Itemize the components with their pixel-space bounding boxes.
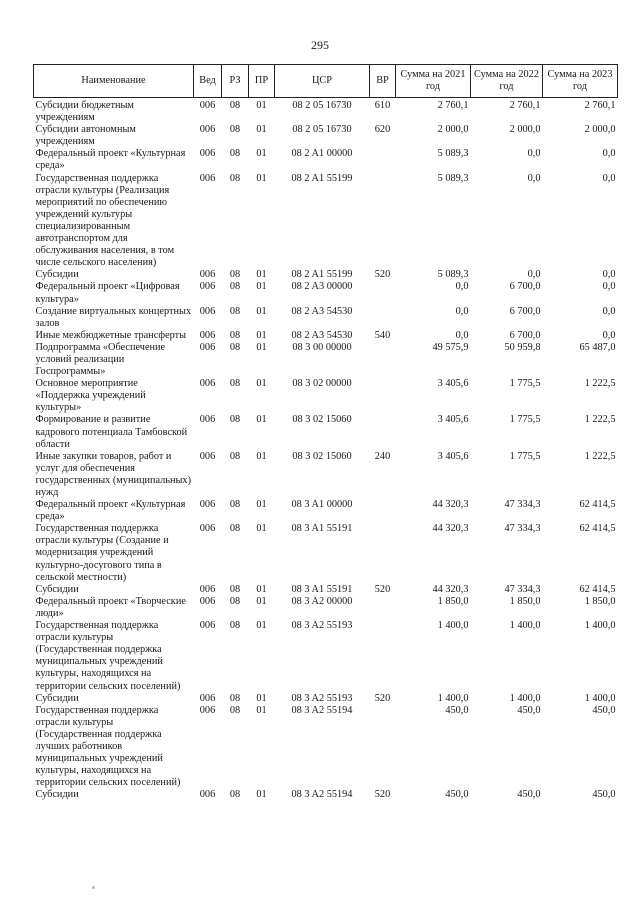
- cell-pr: 01: [256, 595, 267, 607]
- cell-pr: 01: [256, 450, 267, 462]
- cell-sum-2022: 450,0: [517, 789, 541, 801]
- cell-sum-2022: 2 000,0: [509, 124, 541, 136]
- cell-csr: 08 2 A3 00000: [291, 281, 353, 293]
- cell-csr: 08 3 A2 00000: [291, 595, 353, 607]
- cell-vr: [370, 173, 396, 270]
- cell-sum-2022: 0,0: [527, 172, 541, 184]
- cell-pr: 01: [256, 378, 267, 390]
- cell-csr: 08 2 05 16730: [292, 100, 352, 111]
- cell-sum-2022: 1 400,0: [509, 692, 541, 704]
- cell-sum-2022: 47 334,3: [504, 523, 541, 535]
- cell-rz: 08: [229, 620, 241, 632]
- cell-name: Федеральный проект «Творческие люди»: [35, 595, 186, 619]
- cell-pr: 01: [256, 341, 267, 353]
- cell-name: Иные межбюджетные трансферты: [35, 329, 187, 341]
- cell-rz: 08: [229, 692, 241, 704]
- table-row: [34, 414, 618, 450]
- cell-csr: 08 2 A1 55199: [291, 269, 353, 281]
- cell-ved: 006: [199, 450, 216, 462]
- table-row: [34, 281, 618, 305]
- cell-pr: 01: [256, 269, 267, 281]
- header-name: Наименование: [34, 65, 194, 98]
- cell-pr: 01: [256, 692, 267, 704]
- cell-rz: 08: [229, 595, 241, 607]
- cell-sum-2021: 1 400,0: [437, 620, 469, 632]
- cell-sum-2023: 1 400,0: [584, 620, 616, 632]
- cell-sum-2023: 0,0: [602, 281, 616, 293]
- table-row: [34, 620, 618, 693]
- header-ved: Вед: [194, 65, 222, 98]
- cell-ved: 006: [199, 172, 216, 184]
- cell-name: Субсидии: [35, 692, 79, 704]
- cell-sum-2022: 1 775,5: [509, 378, 541, 390]
- cell-sum-2022: 1 850,0: [509, 595, 541, 607]
- cell-sum-2021: 2 000,0: [437, 124, 469, 136]
- cell-ved: 006: [199, 692, 216, 704]
- cell-sum-2023: 0,0: [602, 172, 616, 184]
- table-row: [34, 705, 618, 790]
- cell-csr: 08 3 A2 55193: [291, 692, 353, 704]
- cell-vr: 520: [374, 692, 391, 704]
- cell-pr: 01: [256, 100, 267, 111]
- cell-pr: 01: [256, 620, 267, 632]
- scan-dot: [92, 886, 95, 889]
- cell-csr: 08 2 A1 00000: [291, 148, 353, 160]
- cell-sum-2023: 450,0: [592, 704, 616, 716]
- cell-name: Федеральный проект «Культурная среда»: [35, 499, 186, 523]
- cell-pr: 01: [256, 124, 267, 136]
- cell-pr: 01: [256, 583, 267, 595]
- cell-name: Федеральный проект «Цифровая культура»: [35, 281, 180, 305]
- cell-ved: 006: [199, 281, 216, 293]
- cell-sum-2021: 44 320,3: [432, 583, 469, 595]
- cell-pr: 01: [256, 704, 267, 716]
- cell-csr: 08 3 00 00000: [292, 341, 352, 353]
- cell-name: Федеральный проект «Культурная среда»: [35, 148, 186, 172]
- cell-sum-2021: 3 405,6: [437, 414, 469, 426]
- cell-vr: [370, 596, 396, 620]
- cell-vr: [370, 342, 396, 378]
- cell-sum-2021: 0,0: [455, 281, 469, 293]
- cell-ved: 006: [199, 100, 216, 111]
- cell-pr: 01: [256, 148, 267, 160]
- cell-vr: [370, 281, 396, 305]
- cell-pr: 01: [256, 414, 267, 426]
- cell-sum-2022: 6 700,0: [509, 329, 541, 341]
- cell-name: Основное мероприятие «Поддержка учреждений культуры»: [35, 378, 146, 414]
- cell-name: Государственная поддержка отрасли культуры (Создание и модернизация учреждений культурно-досугового типа в сельской местности): [35, 523, 169, 583]
- cell-csr: 08 3 A2 55194: [291, 704, 353, 716]
- cell-sum-2021: 5 089,3: [437, 148, 469, 160]
- cell-vr: [370, 620, 396, 693]
- table-row: [34, 789, 618, 801]
- cell-pr: 01: [256, 329, 267, 341]
- cell-vr: [370, 499, 396, 523]
- cell-name: Государственная поддержка отрасли культуры (Реализация мероприятий по обеспечению учреждений культуры специализированным автотранспортом для обслуживания населения, в том числе сельского населения): [35, 172, 175, 269]
- cell-ved: 006: [199, 329, 216, 341]
- cell-rz: 08: [229, 341, 241, 353]
- table-row: [34, 378, 618, 414]
- cell-ved: 006: [199, 124, 216, 136]
- cell-vr: 240: [374, 450, 391, 462]
- cell-csr: 08 3 A1 55191: [291, 523, 353, 535]
- cell-pr: 01: [256, 499, 267, 511]
- cell-ved: 006: [199, 378, 216, 390]
- cell-name: Создание виртуальных концертных залов: [35, 305, 192, 329]
- cell-sum-2023: 1 222,5: [584, 450, 616, 462]
- table-row: [34, 596, 618, 620]
- cell-rz: 08: [229, 523, 241, 535]
- cell-ved: 006: [199, 148, 216, 160]
- cell-sum-2021: 49 575,9: [432, 341, 469, 353]
- cell-sum-2022: 47 334,3: [504, 583, 541, 595]
- cell-sum-2021: 1 850,0: [437, 595, 469, 607]
- cell-ved: 006: [199, 789, 216, 801]
- cell-vr: 620: [374, 124, 391, 136]
- cell-rz: 08: [229, 583, 241, 595]
- cell-sum-2021: 0,0: [455, 305, 469, 317]
- cell-vr: [370, 414, 396, 450]
- table-row: [34, 693, 618, 705]
- cell-rz: 08: [229, 172, 241, 184]
- cell-ved: 006: [199, 704, 216, 716]
- cell-sum-2023: 1 850,0: [584, 595, 616, 607]
- header-sum-2022: Сумма на 2022 год: [471, 65, 543, 98]
- cell-rz: 08: [229, 269, 241, 281]
- cell-name: Государственная поддержка отрасли культуры (Государственная поддержка муниципальных учреждений культуры, находящихся на территории сельских поселений): [35, 620, 181, 692]
- cell-sum-2022: 1 775,5: [509, 414, 541, 426]
- cell-csr: 08 2 A3 54530: [291, 305, 353, 317]
- cell-rz: 08: [229, 329, 241, 341]
- cell-csr: 08 2 A3 54530: [291, 329, 353, 341]
- cell-sum-2023: 1 222,5: [584, 414, 616, 426]
- table-row: [34, 330, 618, 342]
- cell-vr: 540: [374, 329, 391, 341]
- cell-vr: [370, 148, 396, 172]
- cell-rz: 08: [229, 378, 241, 390]
- cell-rz: 08: [229, 704, 241, 716]
- table-row: [34, 98, 618, 125]
- cell-sum-2023: 2 000,0: [584, 124, 616, 136]
- cell-csr: 08 3 A1 55191: [291, 583, 353, 595]
- table-row: [34, 499, 618, 523]
- cell-name: Государственная поддержка отрасли культуры (Государственная поддержка лучших работников муниципальных учреждений культуры, находящихся на территории сельских поселений): [35, 704, 181, 789]
- table-row: [34, 148, 618, 172]
- cell-sum-2021: 44 320,3: [432, 523, 469, 535]
- cell-vr: [370, 523, 396, 583]
- header-pr: ПР: [249, 65, 275, 98]
- cell-sum-2021: 450,0: [445, 789, 469, 801]
- cell-sum-2023: 2 760,1: [584, 100, 616, 111]
- cell-name: Формирование и развитие кадрового потенциала Тамбовской области: [35, 414, 188, 450]
- cell-sum-2021: 450,0: [445, 704, 469, 716]
- cell-sum-2023: 450,0: [592, 789, 616, 801]
- cell-ved: 006: [199, 269, 216, 281]
- cell-sum-2023: 62 414,5: [579, 499, 616, 511]
- cell-sum-2022: 47 334,3: [504, 499, 541, 511]
- cell-sum-2023: 0,0: [602, 269, 616, 281]
- cell-name: Субсидии: [35, 583, 79, 595]
- cell-sum-2021: 3 405,6: [437, 450, 469, 462]
- cell-rz: 08: [229, 281, 241, 293]
- cell-pr: 01: [256, 172, 267, 184]
- cell-name: Субсидии: [35, 269, 79, 281]
- cell-ved: 006: [199, 523, 216, 535]
- cell-ved: 006: [199, 583, 216, 595]
- cell-vr: [370, 378, 396, 414]
- table-row: [34, 342, 618, 378]
- budget-table: [33, 64, 618, 801]
- header-rz: РЗ: [222, 65, 249, 98]
- cell-sum-2023: 0,0: [602, 329, 616, 341]
- cell-csr: 08 3 A2 55194: [291, 789, 353, 801]
- table-row: [34, 124, 618, 148]
- cell-ved: 006: [199, 305, 216, 317]
- header-vr: ВР: [370, 65, 396, 98]
- header-sum-2021: Сумма на 2021 год: [396, 65, 471, 98]
- cell-csr: 08 2 A1 55199: [291, 172, 353, 184]
- cell-sum-2023: 0,0: [602, 148, 616, 160]
- cell-csr: 08 3 02 00000: [292, 378, 352, 390]
- table-row: [34, 269, 618, 281]
- cell-pr: 01: [256, 789, 267, 801]
- cell-sum-2022: 1 400,0: [509, 620, 541, 632]
- table-row: [34, 584, 618, 596]
- cell-sum-2022: 50 959,8: [504, 341, 541, 353]
- cell-sum-2021: 5 089,3: [437, 269, 469, 281]
- cell-name: Субсидии автономным учреждениям: [35, 124, 136, 148]
- cell-rz: 08: [229, 789, 241, 801]
- table-row: [34, 451, 618, 499]
- cell-sum-2023: 62 414,5: [579, 583, 616, 595]
- cell-rz: 08: [229, 124, 241, 136]
- header-sum-2023: Сумма на 2023 год: [543, 65, 618, 98]
- cell-sum-2022: 0,0: [527, 269, 541, 281]
- cell-name: Подпрограмма «Обеспечение условий реализации Госпрограммы»: [35, 341, 166, 378]
- cell-rz: 08: [229, 414, 241, 426]
- cell-sum-2022: 0,0: [527, 148, 541, 160]
- cell-ved: 006: [199, 341, 216, 353]
- cell-sum-2023: 62 414,5: [579, 523, 616, 535]
- cell-sum-2023: 1 400,0: [584, 692, 616, 704]
- cell-vr: 520: [374, 583, 391, 595]
- cell-name: Субсидии бюджетным учреждениям: [35, 100, 134, 124]
- cell-rz: 08: [229, 499, 241, 511]
- cell-sum-2023: 0,0: [602, 305, 616, 317]
- cell-sum-2021: 2 760,1: [437, 100, 469, 111]
- header-csr: ЦСР: [275, 65, 370, 98]
- cell-sum-2021: 1 400,0: [437, 692, 469, 704]
- cell-name: Субсидии: [35, 789, 79, 801]
- cell-sum-2022: 1 775,5: [509, 450, 541, 462]
- cell-rz: 08: [229, 450, 241, 462]
- table-header-row: [34, 65, 618, 98]
- cell-sum-2022: 6 700,0: [509, 281, 541, 293]
- cell-vr: 520: [374, 269, 391, 281]
- cell-vr: [370, 306, 396, 330]
- cell-ved: 006: [199, 595, 216, 607]
- cell-sum-2023: 1 222,5: [584, 378, 616, 390]
- table-row: [34, 173, 618, 270]
- cell-sum-2021: 0,0: [455, 329, 469, 341]
- cell-name: Иные закупки товаров, работ и услуг для обеспечения государственных (муниципальных) нужд: [35, 450, 192, 498]
- cell-rz: 08: [229, 305, 241, 317]
- table-body: [34, 98, 618, 802]
- cell-pr: 01: [256, 281, 267, 293]
- cell-vr: [370, 705, 396, 790]
- cell-pr: 01: [256, 523, 267, 535]
- page-number: 295: [311, 38, 329, 52]
- cell-rz: 08: [229, 100, 241, 111]
- cell-sum-2021: 5 089,3: [437, 172, 469, 184]
- cell-pr: 01: [256, 305, 267, 317]
- cell-sum-2021: 44 320,3: [432, 499, 469, 511]
- cell-csr: 08 3 02 15060: [292, 450, 352, 462]
- cell-ved: 006: [199, 414, 216, 426]
- cell-sum-2022: 2 760,1: [509, 100, 541, 111]
- cell-csr: 08 3 A2 55193: [291, 620, 353, 632]
- cell-ved: 006: [199, 499, 216, 511]
- cell-csr: 08 3 A1 00000: [291, 499, 353, 511]
- cell-vr: 610: [374, 100, 391, 111]
- cell-rz: 08: [229, 148, 241, 160]
- cell-sum-2022: 6 700,0: [509, 305, 541, 317]
- cell-sum-2022: 450,0: [517, 704, 541, 716]
- table-row: [34, 523, 618, 583]
- cell-vr: 520: [374, 789, 391, 801]
- cell-csr: 08 2 05 16730: [292, 124, 352, 136]
- table-row: [34, 306, 618, 330]
- cell-sum-2021: 3 405,6: [437, 378, 469, 390]
- cell-sum-2023: 65 487,0: [579, 341, 616, 353]
- cell-ved: 006: [199, 620, 216, 632]
- cell-csr: 08 3 02 15060: [292, 414, 352, 426]
